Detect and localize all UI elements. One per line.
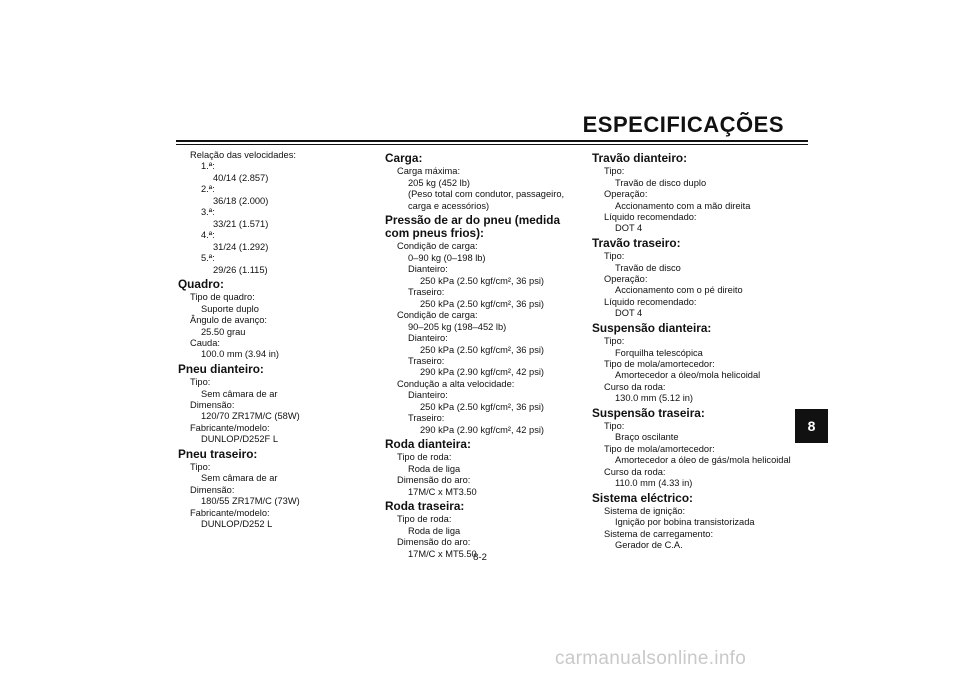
- spec-line: 2.ª:: [201, 184, 215, 195]
- spec-line: Dianteiro:: [408, 333, 448, 344]
- spec-line: Tipo:: [604, 336, 625, 347]
- spec-line: Tipo:: [604, 420, 625, 431]
- spec-line: Traseiro:: [408, 287, 445, 298]
- section-heading: Carga:: [385, 151, 423, 165]
- spec-column-2: [385, 150, 605, 560]
- spec-line: 120/70 ZR17M/C (58W): [201, 411, 300, 422]
- spec-line: 90–205 kg (198–452 lb): [408, 321, 507, 332]
- spec-column-1: [178, 150, 398, 531]
- spec-line: Tipo de mola/amortecedor:: [604, 358, 715, 369]
- spec-line: DOT 4: [615, 308, 643, 319]
- spec-line: Tipo de quadro:: [190, 292, 255, 303]
- spec-line: 250 kPa (2.50 kgf/cm², 36 psi): [420, 401, 545, 412]
- spec-line: Curso da roda:: [604, 381, 666, 392]
- spec-line: Condição de carga:: [397, 241, 478, 252]
- spec-line: 4.ª:: [201, 230, 215, 241]
- spec-line: Operação:: [604, 274, 648, 285]
- section-heading: Suspensão dianteira:: [592, 320, 712, 335]
- spec-line: Travão de disco: [615, 262, 681, 273]
- spec-line: Roda de liga: [408, 525, 461, 536]
- spec-line: 290 kPa (2.90 kgf/cm², 42 psi): [420, 424, 545, 435]
- spec-line: Condição de carga:: [397, 310, 478, 321]
- spec-line: 17M/C x MT3.50: [408, 486, 477, 497]
- spec-line: 1.ª:: [201, 161, 215, 172]
- spec-line: 3.ª:: [201, 207, 215, 218]
- spec-line: 180/55 ZR17M/C (73W): [201, 496, 300, 507]
- spec-line: Dimensão:: [190, 400, 235, 411]
- spec-line: (Peso total com condutor, passageiro,: [408, 189, 565, 200]
- spec-line: Ignição por bobina transistorizada: [615, 517, 755, 528]
- spec-line: 29/26 (1.115): [213, 264, 268, 275]
- spec-line: Curso da roda:: [604, 466, 666, 477]
- spec-line: Dimensão:: [190, 484, 235, 495]
- page-number: 8-2: [473, 552, 487, 563]
- chapter-tab: 8: [795, 409, 828, 443]
- spec-line: 31/24 (1.292): [213, 241, 269, 252]
- spec-line: 17M/C x MT5.50: [408, 548, 477, 559]
- spec-line: DUNLOP/D252 L: [201, 519, 273, 530]
- spec-line: Fabricante/modelo:: [190, 507, 270, 518]
- section-heading: Sistema eléctrico:: [592, 490, 693, 505]
- spec-line: carga e acessórios): [408, 200, 490, 211]
- spec-line: Tipo de roda:: [397, 452, 452, 463]
- spec-line: Dianteiro:: [408, 390, 448, 401]
- spec-line: 5.ª:: [201, 253, 215, 264]
- spec-line: 0–90 kg (0–198 lb): [408, 252, 486, 263]
- spec-line: Sistema de ignição:: [604, 505, 686, 516]
- section-heading: Suspensão traseira:: [592, 405, 705, 420]
- spec-line: Travão de disco duplo: [615, 177, 707, 188]
- spec-line: Traseiro:: [408, 413, 445, 424]
- spec-line: Sem câmara de ar: [201, 388, 278, 399]
- watermark: carmanualsonline.info: [555, 648, 747, 669]
- spec-line: Sistema de carregamento:: [604, 528, 714, 539]
- section-heading: Pressão de ar do pneu (medida com pneus frios):: [385, 213, 561, 241]
- spec-line: Ângulo de avanço:: [190, 315, 268, 326]
- spec-line: Accionamento com o pé direito: [615, 285, 743, 296]
- spec-line: DUNLOP/D252F L: [201, 434, 278, 445]
- spec-line: Carga máxima:: [397, 166, 461, 177]
- spec-line: Dimensão do aro:: [397, 475, 471, 486]
- spec-column-3: [592, 150, 812, 552]
- spec-line: Amortecedor a óleo de gás/mola helicoidal: [615, 455, 791, 466]
- spec-line: Operação:: [604, 189, 648, 200]
- spec-line: Cauda:: [190, 338, 220, 348]
- spec-line: Relação das velocidades:: [190, 150, 296, 160]
- spec-line: 205 kg (452 lb): [408, 177, 471, 188]
- spec-line: 290 kPa (2.90 kgf/cm², 42 psi): [420, 367, 545, 378]
- header-rule: [176, 140, 808, 142]
- section-heading: Pneu traseiro:: [178, 446, 258, 461]
- spec-line: 40/14 (2.857): [213, 172, 269, 183]
- section-heading: Roda dianteira:: [385, 437, 471, 452]
- spec-line: Tipo:: [190, 377, 211, 388]
- spec-line: Tipo:: [604, 166, 625, 177]
- spec-line: Forquilha telescópica: [615, 347, 703, 358]
- spec-line: Líquido recomendado:: [604, 296, 697, 307]
- spec-line: Tipo de mola/amortecedor:: [604, 443, 715, 454]
- section-heading: Travão traseiro:: [592, 235, 681, 250]
- spec-line: Sem câmara de ar: [201, 473, 278, 484]
- spec-line: 130.0 mm (5.12 in): [615, 393, 694, 404]
- spec-line: 110.0 mm (4.33 in): [615, 478, 693, 489]
- header-rule-thin: [176, 144, 808, 145]
- page-title: ESPECIFICAÇÕES: [582, 112, 784, 137]
- spec-line: 250 kPa (2.50 kgf/cm², 36 psi): [420, 344, 545, 355]
- spec-line: Amortecedor a óleo/mola helicoidal: [615, 370, 761, 381]
- section-heading: Quadro:: [178, 276, 224, 291]
- spec-line: Dimensão do aro:: [397, 537, 471, 548]
- spec-line: Roda de liga: [408, 463, 461, 474]
- spec-line: Líquido recomendado:: [604, 212, 697, 223]
- spec-line: Tipo:: [604, 251, 625, 262]
- spec-line: Condução a alta velocidade:: [397, 378, 515, 389]
- spec-line: Tipo de roda:: [397, 514, 452, 525]
- spec-line: Dianteiro:: [408, 264, 448, 275]
- spec-line: 250 kPa (2.50 kgf/cm², 36 psi): [420, 275, 545, 286]
- spec-line: Accionamento com a mão direita: [615, 200, 751, 211]
- spec-line: 33/21 (1.571): [213, 218, 269, 229]
- spec-line: 36/18 (2.000): [213, 195, 269, 206]
- section-heading: Pneu dianteiro:: [178, 361, 264, 376]
- spec-line: Suporte duplo: [201, 303, 259, 314]
- section-heading: Travão dianteiro:: [592, 151, 688, 165]
- spec-line: DOT 4: [615, 223, 643, 234]
- spec-line: Gerador de C.A.: [615, 540, 683, 551]
- spec-line: Braço oscilante: [615, 432, 679, 443]
- spec-line: Traseiro:: [408, 355, 445, 366]
- spec-line: Tipo:: [190, 462, 211, 473]
- spec-line: Fabricante/modelo:: [190, 422, 270, 433]
- spec-line: 250 kPa (2.50 kgf/cm², 36 psi): [420, 298, 545, 309]
- section-heading: Roda traseira:: [385, 499, 465, 514]
- spec-line: 25.50 grau: [201, 326, 246, 337]
- spec-line: 100.0 mm (3.94 in): [201, 349, 280, 360]
